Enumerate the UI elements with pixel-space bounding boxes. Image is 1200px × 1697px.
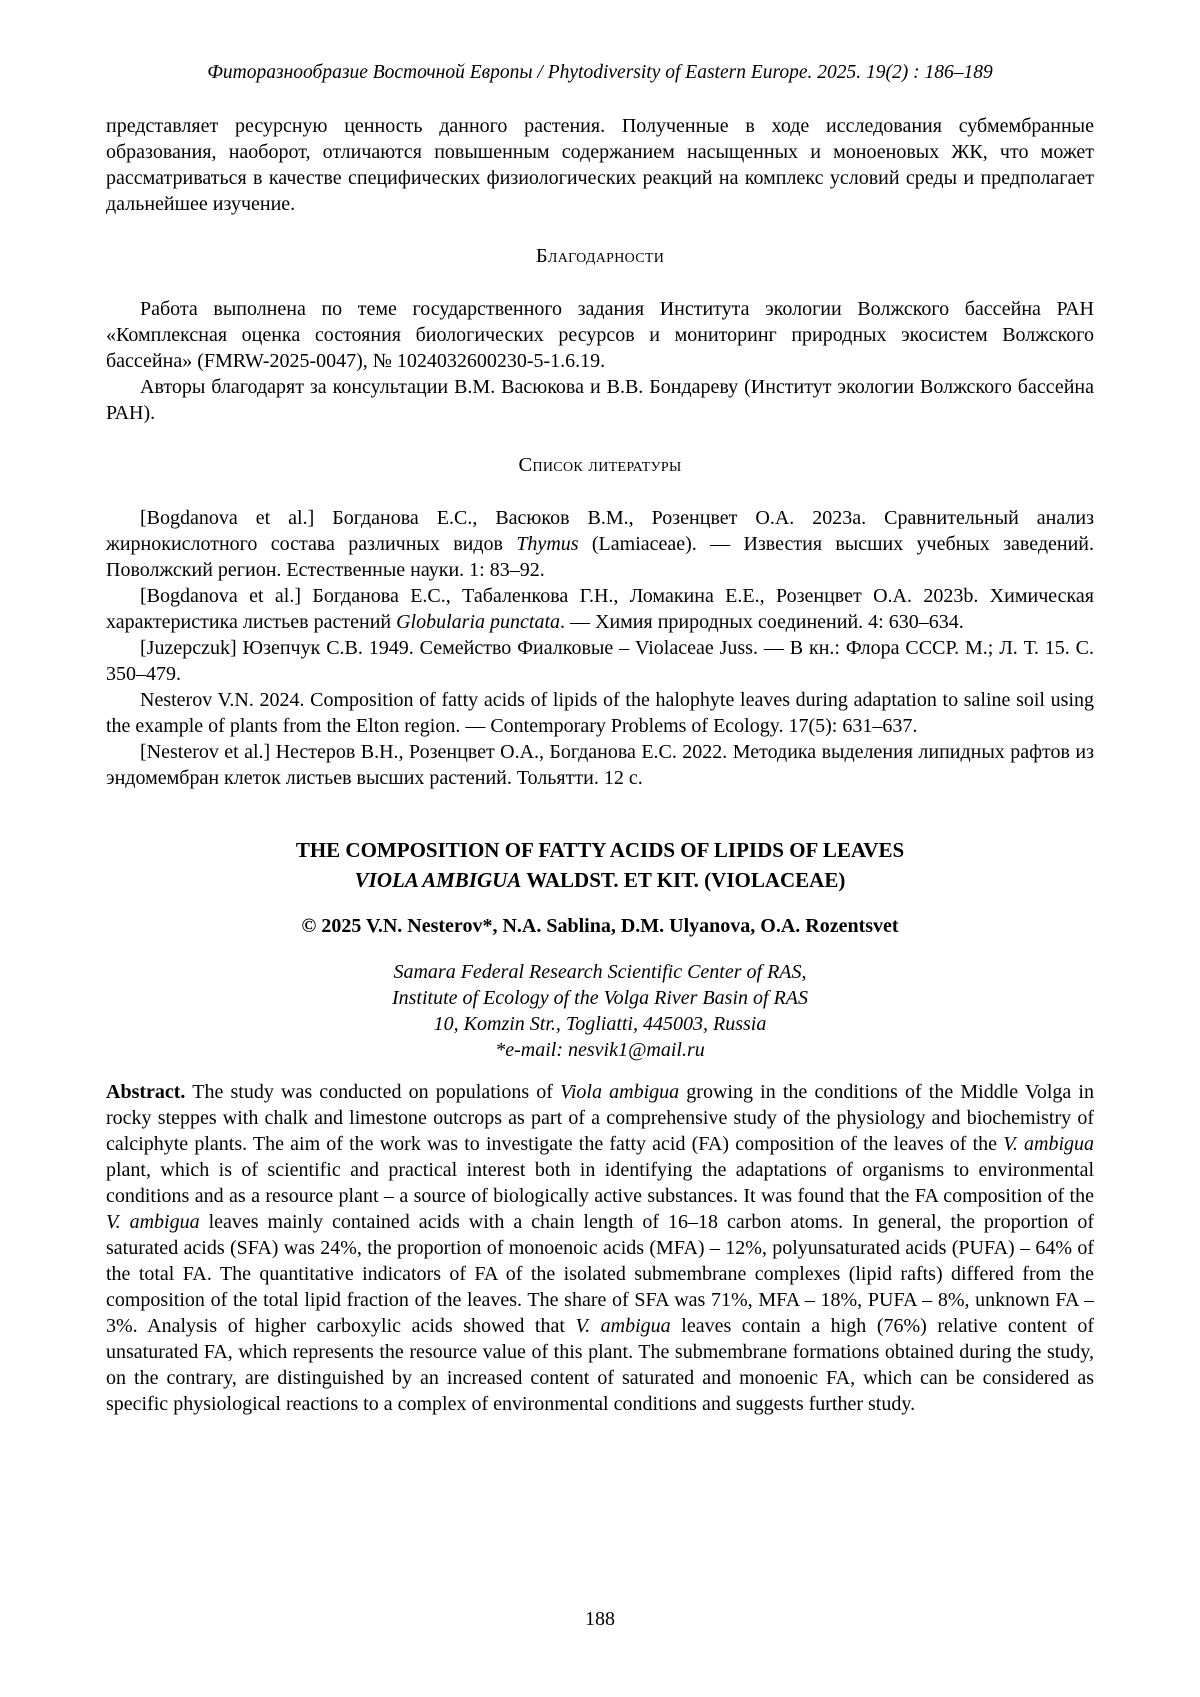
email-line: *e-mail: nesvik1@mail.ru	[495, 1039, 705, 1061]
abstract	[106, 1079, 1094, 1417]
reference-item: [Juzepczuk] Юзепчук С.В. 1949. Семейство Фиалковые – Violaceae Juss. — В кн.: Флора СССР. М.; Л. Т. 15. С. 350–479.	[106, 637, 1094, 685]
affiliation-line: Institute of Ecology of the Volga River Basin of RAS	[391, 987, 809, 1009]
authors-line: © 2025 V.N. Nesterov*, N.A. Sablina, D.M. Ulyanova, O.A. Rozentsvet	[301, 915, 899, 937]
abstract-text: The study was conducted on populations of Viola ambigua growing in the conditions of the Middle Volga in rocky steppes with chalk and limestone outcrops as part of a comprehensive study of the physiology and biochemistry of calciphyte plants. The aim of the work was to investigate the fatty acid (FA) composition of the leaves of the V. ambigua plant, which is of scientific and practical interest both in identifying the adaptations of organisms to environmental conditions and as a resource plant – a source of biologically active substances. It was found that the FA composition of the V. ambigua leaves mainly contained acids with a chain length of 16–18 carbon atoms. In general, the proportion of saturated acids (SFA) was 24%, the proportion of monoenoic acids (MFA) – 12%, polyunsaturated acids (PUFA) – 64% of the total FA. The quantitative indicators of FA of the isolated submembrane complexes (lipid rafts) differed from the composition of the total lipid fraction of the leaves. The share of SFA was 71%, MFA – 18%, PUFA – 8%, unknown FA – 3%. Analysis of higher carboxylic acids showed that V. ambigua leaves contain a high (76%) relative content of unsaturated FA, which represents the resource value of this plant. The submembrane formations obtained during the study, on the contrary, are distinguished by an increased content of saturated and monoenic FA, which can be considered as specific physiological reactions to a complex of environmental conditions and suggests further study.	[106, 1081, 1095, 1415]
affiliation-line: Samara Federal Research Scientific Center of RAS,	[393, 961, 807, 983]
page-number: 188	[585, 1608, 615, 1630]
affiliation-line: 10, Komzin Str., Togliatti, 445003, Russia	[433, 1013, 767, 1035]
reference-item: [Bogdanova et al.] Богданова Е.С., Табаленкова Г.Н., Ломакина Е.Е., Розенцвет О.А. 2023b. Химическая характеристика листьев растений Globularia punctata. — Химия природных соединений. 4: 630–634.	[106, 585, 1094, 633]
article-title-line1: THE COMPOSITION OF FATTY ACIDS OF LIPIDS OF LEAVES	[295, 838, 905, 862]
reference-item: [Bogdanova et al.] Богданова Е.С., Васюков В.М., Розенцвет О.А. 2023a. Сравнительный анализ жирнокислотного состава различных видов Thymus (Lamiaceae). — Известия высших учебных заведений. Поволжский регион. Естественные науки. 1: 83–92.	[106, 507, 1095, 581]
abstract-label: Abstract.	[106, 1081, 186, 1103]
running-head: Фиторазнообразие Восточной Европы / Phytodiversity of Eastern Europe. 2025. 19(2) : 186–189	[207, 62, 993, 83]
reference-item: Nesterov V.N. 2024. Composition of fatty acids of lipids of the halophyte leaves during adaptation to saline soil using the example of plants from the Elton region. — Contemporary Problems of Ecology. 17(5): 631–637.	[106, 689, 1094, 737]
intro-paragraph: представляет ресурсную ценность данного растения. Полученные в ходе исследования субмембранные образования, наоборот, отличаются повышенным содержанием насыщенных и моноеновых ЖК, что может рассматриваться в качестве специфических физиологических реакций на комплекс условий среды и предполагает дальнейшее изучение.	[106, 115, 1094, 215]
acknowledgements-heading: Благодарности	[535, 245, 665, 267]
acknowledgements-paragraph: Работа выполнена по теме государственного задания Института экологии Волжского бассейна РАН «Комплексная оценка состояния биологических ресурсов и мониторинг природных экосистем Волжского бассейна» (FMRW-2025-0047), № 1024032600230-5-1.6.19.	[106, 298, 1094, 372]
references-heading: Список литературы	[518, 454, 682, 476]
reference-item: [Nesterov et al.] Нестеров В.Н., Розенцвет О.А., Богданова Е.С. 2022. Методика выделения липидных рафтов из эндомембран клеток листьев высших растений. Тольятти. 12 с.	[106, 741, 1094, 789]
affiliation-block	[106, 959, 1094, 1063]
article-title-line2: VIOLA AMBIGUA WALDST. ET KIT. (VIOLACEAE)	[354, 868, 846, 892]
acknowledgements-paragraph: Авторы благодарят за консультации В.М. Васюкова и В.В. Бондареву (Институт экологии Волжского бассейна РАН).	[106, 376, 1094, 424]
article-title	[106, 835, 1094, 895]
